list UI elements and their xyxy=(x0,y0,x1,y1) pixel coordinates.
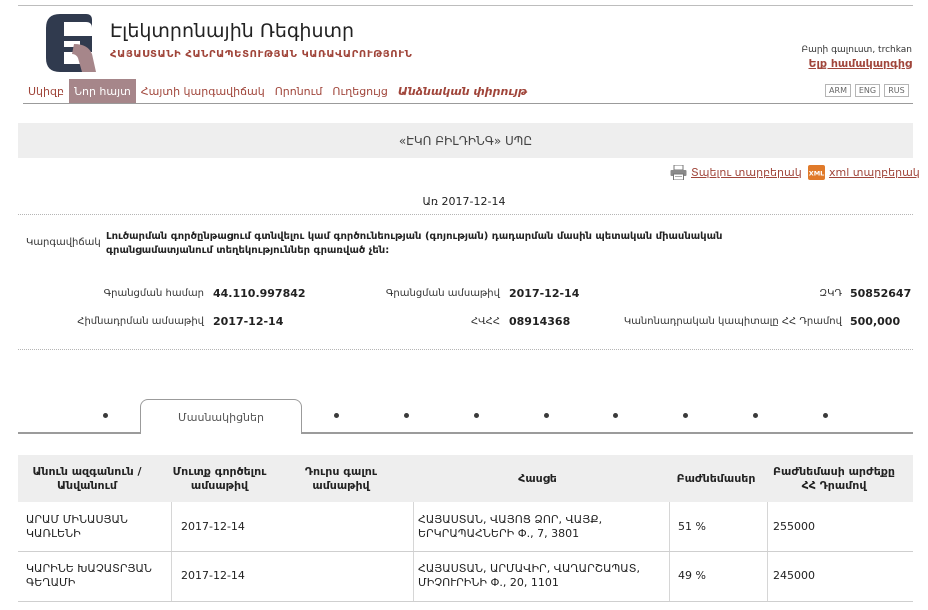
zkd-value: 50852647 xyxy=(850,287,912,300)
row-2-entry-date: 2017-12-14 xyxy=(181,569,245,582)
nav-new-application[interactable]: Նոր հայտ xyxy=(69,79,136,103)
col-header-name: Անուն ազգանուն / Անվանում xyxy=(32,464,142,492)
xml-version-link[interactable] xyxy=(808,165,920,180)
tab-participants-label: Մասնակիցներ xyxy=(178,410,264,424)
tin-value: 08914368 xyxy=(509,315,571,328)
col-divider xyxy=(171,502,172,602)
welcome-text: Բարի գալուստ, trchkan xyxy=(801,45,912,55)
col-divider xyxy=(767,502,768,602)
row-1-exit-date xyxy=(300,508,400,546)
tab-participants[interactable] xyxy=(140,399,302,434)
col-divider xyxy=(413,502,414,602)
row-1-share-value: 255000 xyxy=(773,520,815,533)
company-name-bar xyxy=(18,123,913,158)
table-row-divider xyxy=(18,551,913,552)
as-of-date: Առ 2017-12-14 xyxy=(422,195,506,208)
print-version-label: Տպելու տարբերակ xyxy=(691,166,802,179)
tab-dot-2[interactable] xyxy=(334,413,339,418)
tab-dot-9[interactable] xyxy=(823,413,828,418)
top-divider xyxy=(18,5,913,6)
capital-label: Կանոնադրական կապիտալը ՀՀ Դրամով xyxy=(623,316,842,327)
row-2-address: ՀԱՅԱՍՏԱՆ, ԱՐՄԱՎԻՐ, ՎԱՂԱՐՇԱՊԱՏ, ՄԻՉՈՒՐԻՆԻ Փ., 20, 1101 xyxy=(418,562,640,589)
col-header-exit-date: Դուրս գալու ամսաթիվ xyxy=(304,464,378,492)
tab-dot-1[interactable] xyxy=(103,413,108,418)
site-subtitle: ՀԱՅԱՍՏԱՆԻ ՀԱՆՐԱՊԵՏՈՒԹՅԱՆ ԿԱՌԱՎԱՐՈՒԹՅՈՒՆ xyxy=(110,49,413,60)
row-1-entry-date: 2017-12-14 xyxy=(181,520,245,533)
reg-date-label: Գրանցման ամսաթիվ xyxy=(385,288,500,299)
status-label: Կարգավիճակ xyxy=(26,237,101,248)
logout-link[interactable]: Ելք համակարգից xyxy=(808,57,912,70)
xml-version-label: xml տարբերակ xyxy=(829,166,920,179)
dotted-divider-bottom xyxy=(18,349,913,350)
reg-date-value: 2017-12-14 xyxy=(509,287,580,300)
col-divider xyxy=(669,502,670,602)
tab-dot-5[interactable] xyxy=(544,413,549,418)
tab-dot-8[interactable] xyxy=(753,413,758,418)
main-nav xyxy=(23,79,532,103)
status-text: Լուծարման գործընթացում գտնվելու կամ գործունեության (գոյության) դադարման մասին պետական միասնական գրանցամատյանում տեղեկություններ գրառված չեն: xyxy=(106,231,723,256)
nav-application-status[interactable]: Հայտի կարգավիճակ xyxy=(140,84,265,98)
tab-dot-6[interactable] xyxy=(613,413,618,418)
table-row-divider xyxy=(18,601,913,602)
reg-number-value: 44.110.997842 xyxy=(213,287,306,300)
nav-divider xyxy=(23,103,913,104)
row-1-name: ԱՐԱՄ ՄԻՆԱՍՅԱՆ ԿԱՌԼԵՆԻ xyxy=(26,513,128,540)
lang-rus-button[interactable]: RUS xyxy=(884,84,909,97)
lang-arm-button[interactable]: ARM xyxy=(825,84,851,97)
row-1-address: ՀԱՅԱՍՏԱՆ, ՎԱՅՈՑ ՁՈՐ, ՎԱՅՔ, ԵՐԿՐԱՊԱՀՆԵՐԻ Փ., 7, 3801 xyxy=(418,513,603,540)
nav-search[interactable]: Որոնում xyxy=(274,84,323,98)
nav-personal-area[interactable]: Անձնական փիրույթ xyxy=(397,84,528,98)
row-2-share-value: 245000 xyxy=(773,569,815,582)
tab-dot-3[interactable] xyxy=(404,413,409,418)
lang-eng-button[interactable]: ENG xyxy=(855,84,880,97)
col-header-shares: Բաժնեմասեր xyxy=(676,471,756,485)
xml-badge-text: XML xyxy=(808,169,825,178)
row-2-share: 49 % xyxy=(678,569,706,582)
tin-label: ՀՎՀՀ xyxy=(470,316,500,327)
xml-icon xyxy=(808,165,825,180)
zkd-label: ԶԿԴ xyxy=(819,288,842,299)
foundation-date-value: 2017-12-14 xyxy=(213,315,284,328)
col-header-share-value: Բաժնեմասի արժեքը ՀՀ Դրամով xyxy=(773,464,895,492)
company-name: «ԷԿՈ ԲԻԼԴԻՆԳ» ՍՊԸ xyxy=(398,133,533,148)
foundation-date-label: Հիմնադրման ամսաթիվ xyxy=(77,316,204,327)
tab-dot-4[interactable] xyxy=(474,413,479,418)
col-header-entry-date: Մուտք գործելու ամսաթիվ xyxy=(172,464,267,492)
col-header-address: Հասցե xyxy=(518,471,557,485)
printer-icon xyxy=(670,165,687,180)
capital-value: 500,000 xyxy=(850,315,901,328)
site-title: Էլեկտրոնային Ռեգիստր xyxy=(110,20,355,42)
row-2-name: ԿԱՐԻՆԵ ԽԱՉԱՏՐՅԱՆ ԳԵՂԱՄԻ xyxy=(26,562,152,589)
dotted-divider-top xyxy=(18,214,913,215)
reg-number-label: Գրանցման համար xyxy=(103,288,204,299)
tab-dot-7[interactable] xyxy=(683,413,688,418)
nav-guide[interactable]: Ուղեցույց xyxy=(332,84,388,98)
print-version-link[interactable] xyxy=(670,165,802,180)
er-logo-icon xyxy=(46,14,96,72)
nav-home[interactable]: Սկիզբ xyxy=(28,84,64,98)
row-1-share: 51 % xyxy=(678,520,706,533)
row-2-exit-date xyxy=(300,557,400,595)
